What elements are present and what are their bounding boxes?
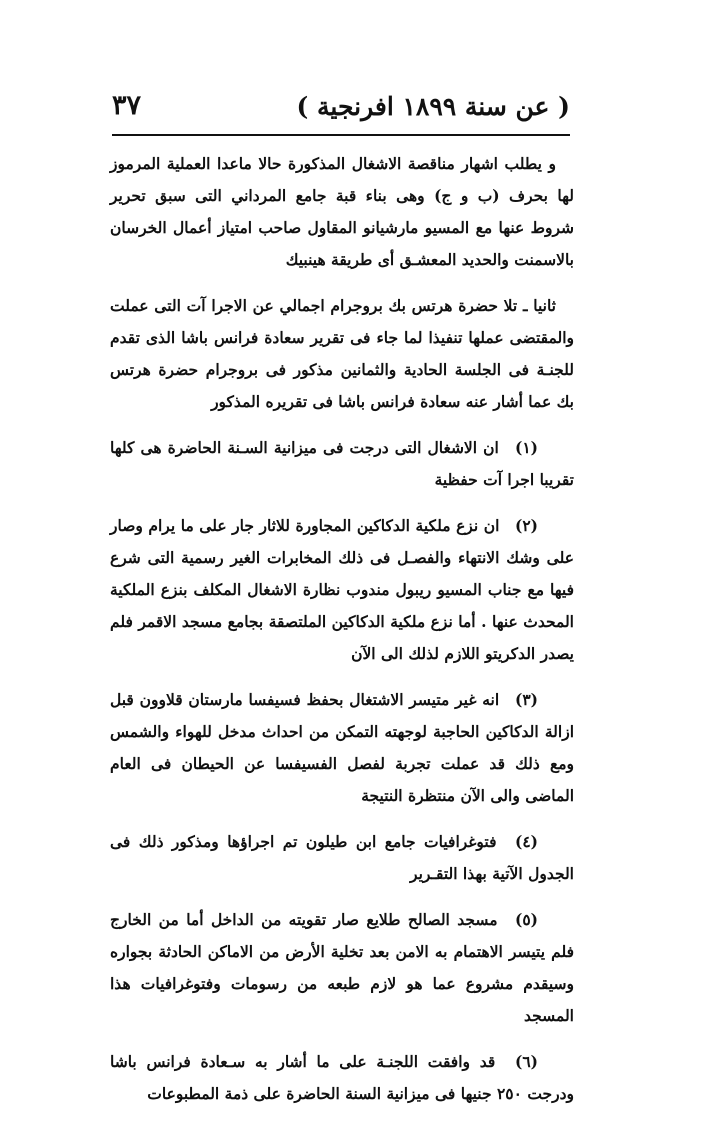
paragraph-number: (٢)	[514, 516, 538, 535]
paragraph-number: (٣)	[514, 690, 538, 709]
paragraph-number: (٤)	[514, 832, 538, 851]
numbered-paragraph	[110, 826, 574, 890]
paragraph-text: و يطلب اشهار مناقصة الاشغال المذكورة حالا ماعدا العملية المرموز لها بحرف (ب و ج) وهى بناء قبة جامع المرداني التى سبق تحرير شروط عنها مع المسيو مارشيانو المقاول صاحب امتياز أعمال الخرسان بالاسمنت والحديد المعشـق أى طريقة هينبيك	[110, 154, 574, 269]
paragraph-number: (٦)	[514, 1052, 538, 1071]
document-body	[110, 148, 574, 1124]
page-header	[112, 88, 570, 132]
paragraph-text: ثانيا ـ تلا حضرة هرتس بك بروجرام اجمالي عن الاجرا آت التى عملت والمقتضى عملها تنفيذا لما جاء فى تقرير سعادة فرانس باشا الذى تقدم للجنـة فى الجلسة الحادية والثمانين مذكور فى بروجرام حضرة هرتس بك عما أشار عنه سعادة فرانس باشا فى تقريره المذكور	[110, 296, 574, 411]
paragraph-text: ان الاشغال التى درجت فى ميزانية السـنة الحاضرة هى كلها تقريبا اجرا آت حفظية	[110, 438, 574, 489]
paragraph	[110, 148, 574, 276]
paragraph	[110, 290, 574, 418]
paragraph-number: (١)	[514, 438, 538, 457]
numbered-paragraph	[110, 684, 574, 812]
page-number: ٣٧	[112, 90, 142, 121]
page-header-title: ( عن سنة ١٨٩٩ افرنجية )	[296, 92, 570, 121]
paragraph-text: فتوغرافيات جامع ابن طيلون تم اجراؤها ومذكور ذلك فى الجدول الآتية بهذا التقـرير	[110, 832, 574, 883]
numbered-paragraph	[110, 904, 574, 1032]
paragraph-number: (٥)	[514, 910, 538, 929]
numbered-paragraph	[110, 510, 574, 670]
paragraph-text: انه غير متيسر الاشتغال بحفظ فسيفسا مارستان قلاوون قبل ازالة الدكاكين الحاجبة لوجهته التمكن من احداث مدخل للهواء والشمس ومع ذلك قد عملت تجربة لفصل الفسيفسا عن الحيطان فى العام الماضى والى الآن منتظرة النتيجة	[110, 690, 574, 805]
header-rule	[112, 134, 570, 136]
paragraph-text: ان نزع ملكية الدكاكين المجاورة للاثار جار على ما يرام وصار على وشك الانتهاء والفصـل فى ذلك المخابرات الغير رسمية التى شرع فيها مع جناب المسيو ريبول مندوب نظارة الاشغال المكلف بنزع الملكية المحدث عنها . أما نزع ملكية الدكاكين الملتصقة بجامع مسجد الاقمر فلم يصدر الدكريتو اللازم لذلك الى الآن	[110, 516, 574, 663]
numbered-paragraph	[110, 432, 574, 496]
numbered-paragraph	[110, 1046, 574, 1110]
paragraph-text: مسجد الصالح طلايع صار تقويته من الداخل أما من الخارج فلم يتيسر الاهتمام به الامن بعد تخلية الأرض من الاماكن الحادثة بجواره وسيقدم مشروع عما هو لازم طبعه من رسومات وفتوغرافيات هذا المسجد	[110, 910, 574, 1025]
paragraph-text: قد وافقت اللجنـة على ما أشار به سـعادة فرانس باشا ودرجت ٢٥٠ جنيها فى ميزانية السنة الحاضرة على ذمة المطبوعات	[110, 1052, 574, 1103]
